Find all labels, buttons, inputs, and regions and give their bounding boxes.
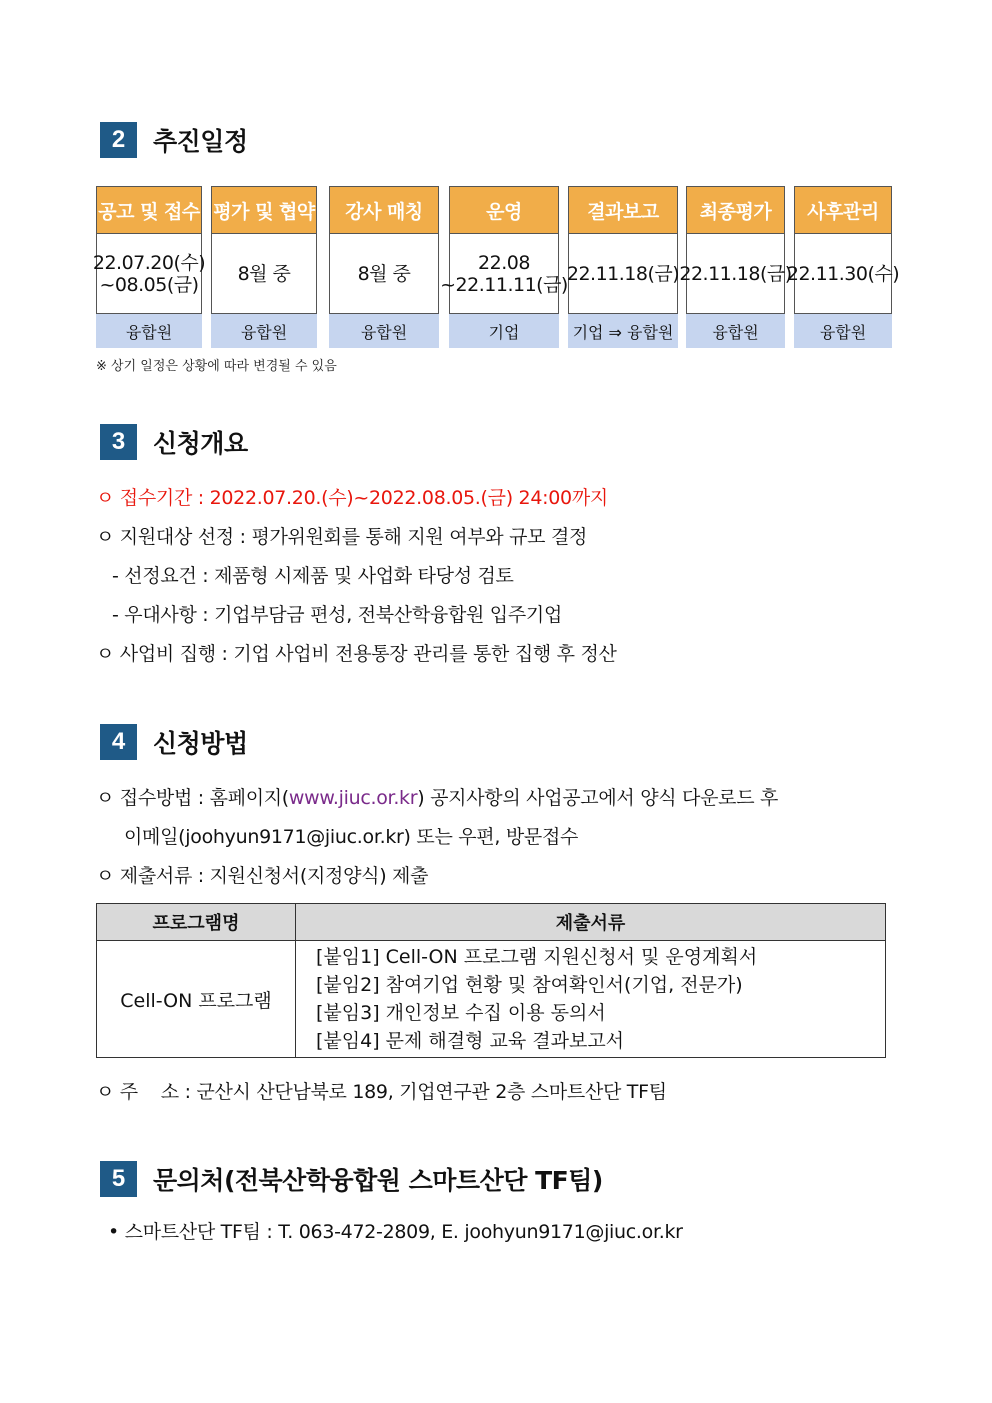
schedule-org: 융합원	[211, 314, 317, 348]
documents-table	[96, 903, 886, 1058]
documents-line: ㅇ 제출서류 : 지원신청서(지정양식) 제출	[96, 865, 429, 887]
schedule-org: 기업	[449, 314, 559, 348]
section-number: 4	[100, 724, 137, 760]
schedule-org: 융합원	[96, 314, 202, 348]
schedule-date-line: 22.07.20(수)	[92, 251, 206, 274]
section-number: 2	[100, 122, 137, 158]
method-text-b: ) 공지사항의 사업공고에서 양식 다운로드 후	[417, 787, 779, 809]
schedule-date-line: 22.11.18(금)	[679, 262, 792, 285]
schedule-date	[786, 234, 900, 314]
schedule-date	[440, 234, 568, 314]
schedule-stage: 운영	[449, 186, 559, 234]
schedule-stage: 결과보고	[568, 186, 678, 234]
section-title: 문의처(전북산학융합원 스마트산단 TF팀)	[153, 1166, 603, 1195]
column-header: 프로그램명	[97, 904, 296, 941]
schedule-note: ※ 상기 일정은 상황에 따라 변경될 수 있음	[96, 359, 337, 374]
schedule-date	[679, 234, 792, 314]
section-5-header	[100, 1161, 603, 1197]
section-title: 신청방법	[153, 729, 248, 758]
schedule-stage: 최종평가	[686, 186, 785, 234]
section-title: 추진일정	[153, 127, 248, 156]
schedule-stage: 사후관리	[794, 186, 892, 234]
schedule-date-line: 8월 중	[357, 262, 411, 285]
document-item: [붙임3] 개인정보 수집 이용 동의서	[316, 1002, 606, 1024]
contact-line: • 스마트산단 TF팀 : T. 063-472-2809, E. joohyun9171@jiuc.or.kr	[108, 1221, 683, 1243]
preference-line: - 우대사항 : 기업부담금 편성, 전북산학융합원 입주기업	[112, 604, 563, 626]
section-number: 5	[100, 1161, 137, 1197]
schedule-org: 융합원	[329, 314, 439, 348]
application-period: ㅇ 접수기간 : 2022.07.20.(수)~2022.08.05.(금) 24:00까지	[96, 487, 608, 509]
schedule-date-line: ~08.05(금)	[99, 273, 199, 296]
schedule-date-line: 22.08	[478, 251, 530, 274]
selection-line: ㅇ 지원대상 선정 : 평가위원회를 통해 지원 여부와 규모 결정	[96, 526, 588, 548]
schedule-stage: 평가 및 협약	[211, 186, 317, 234]
column-header: 제출서류	[296, 904, 886, 941]
schedule-stage: 공고 및 접수	[96, 186, 202, 234]
email-line: 이메일(joohyun9171@jiuc.or.kr) 또는 우편, 방문접수	[124, 826, 579, 848]
section-number: 3	[100, 424, 137, 460]
schedule-stage: 강사 매칭	[329, 186, 439, 234]
schedule-date-line: ~22.11.11(금)	[440, 273, 568, 296]
schedule-org: 융합원	[686, 314, 785, 348]
schedule-org: 기업 ⇒ 융합원	[568, 314, 678, 348]
selection-criteria: - 선정요건 : 제품형 시제품 및 사업화 타당성 검토	[112, 565, 514, 587]
schedule-org: 융합원	[794, 314, 892, 348]
schedule-date	[568, 234, 678, 314]
submission-method-line	[96, 783, 896, 810]
homepage-link[interactable]: www.jiuc.or.kr	[288, 787, 418, 809]
method-text-a: ㅇ 접수방법 : 홈페이지(	[96, 787, 289, 809]
schedule-date	[211, 234, 317, 314]
schedule-date-line: 22.11.30(수)	[786, 262, 900, 285]
document-item: [붙임2] 참여기업 현황 및 참여확인서(기업, 전문가)	[316, 974, 743, 996]
schedule-date-line: 22.11.18(금)	[566, 262, 680, 285]
documents-list	[296, 941, 886, 1058]
section-3-header	[100, 424, 248, 460]
section-4-header	[100, 724, 248, 760]
schedule-date	[92, 234, 206, 314]
address-line: ㅇ 주 소 : 군산시 산단남북로 189, 기업연구관 2층 스마트산단 TF팀	[96, 1081, 667, 1103]
document-item: [붙임4] 문제 해결형 교육 결과보고서	[316, 1030, 625, 1052]
schedule-date	[329, 234, 439, 314]
schedule-date-line: 8월 중	[237, 262, 291, 285]
program-name: Cell-ON 프로그램	[97, 941, 296, 1058]
section-title: 신청개요	[153, 429, 248, 458]
document-item: [붙임1] Cell-ON 프로그램 지원신청서 및 운영계획서	[316, 946, 758, 968]
section-2-header	[100, 122, 248, 158]
budget-line: ㅇ 사업비 집행 : 기업 사업비 전용통장 관리를 통한 집행 후 정산	[96, 643, 617, 665]
